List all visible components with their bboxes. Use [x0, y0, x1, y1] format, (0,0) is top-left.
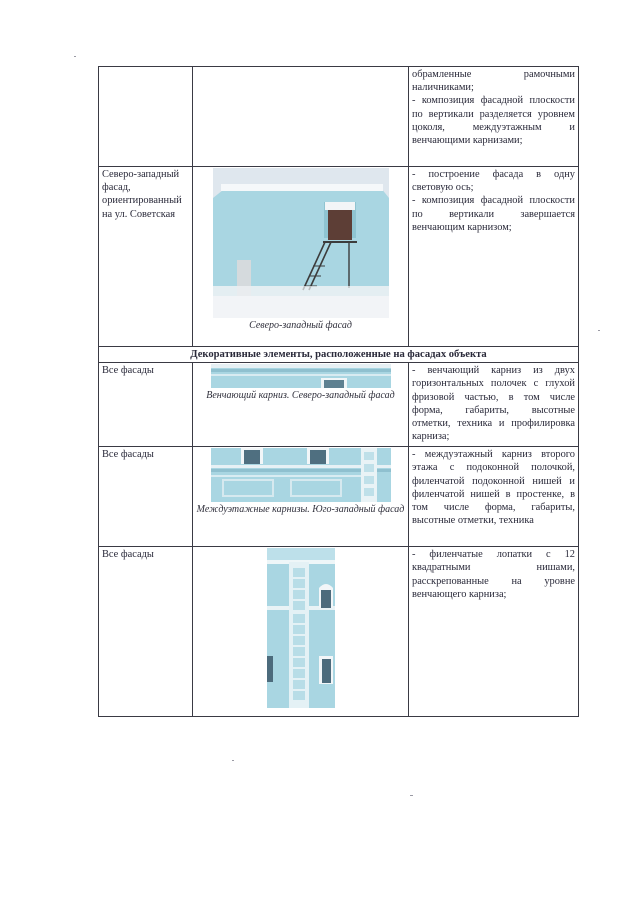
description-text: - построение фасада в одну световую ось; - композиция фасадной плоскости по вертикали завершается венчающим карнизом;	[412, 169, 575, 233]
photo-cell	[193, 167, 409, 347]
table-row	[99, 447, 579, 547]
photo-cell	[193, 547, 409, 717]
table-row	[99, 167, 579, 347]
photo-cell	[193, 363, 409, 447]
description-text: - филенчатые лопатки с 12 квадратными нишами, расскрепованные на уровне венчающего карниза;	[412, 549, 575, 600]
table-row	[99, 547, 579, 717]
scan-speck	[232, 760, 234, 761]
photo-caption: Северо-западный фасад	[249, 320, 352, 331]
interfloor-cornice-photo	[211, 448, 391, 502]
facade-name: Все фасады	[102, 449, 154, 461]
description-cell	[409, 167, 579, 347]
scan-speck	[74, 56, 76, 57]
facade-name: Все фасады	[102, 549, 154, 561]
crowning-cornice-photo	[211, 364, 391, 388]
table-cell	[99, 67, 193, 167]
facade-name-cell	[99, 547, 193, 717]
objects-table	[98, 66, 579, 717]
table-row	[99, 67, 579, 167]
photo-cell	[193, 447, 409, 547]
facade-name-cell	[99, 363, 193, 447]
description-cell	[409, 363, 579, 447]
description-text: - междуэтажный карниз второго этажа с подоконной полочкой, филенчатой подоконной нишей и филенчатой нишей в простенке, в том числе форма, габариты, высотные отметки, техника	[412, 449, 575, 527]
table-row	[99, 363, 579, 447]
facade-name: Все фасады	[102, 365, 154, 377]
pilaster-photo	[267, 548, 335, 708]
scan-speck	[410, 795, 413, 796]
section-title: Декоративные элементы, расположенные на фасадах объекта	[99, 347, 579, 363]
description-text: обрамленные рамочными наличниками; - композиция фасадной плоскости по вертикали разделяется уровнем цоколя, междуэтажным и венчающими карнизами;	[412, 69, 575, 147]
photo-caption: Междуэтажные карнизы. Юго-западный фасад	[196, 504, 405, 516]
table-cell	[193, 67, 409, 167]
facade-name-cell	[99, 167, 193, 347]
northwest-facade-photo	[213, 168, 389, 318]
facade-name-cell	[99, 447, 193, 547]
facade-name: Северо-западный фасад, ориентированный на ул. Советская	[102, 169, 182, 220]
description-text: - венчающий карниз из двух горизонтальных полочек с глухой фризовой частью, в том числе форма, габариты, высотные отметки, техника и профилировка карниза;	[412, 365, 575, 443]
description-cell	[409, 547, 579, 717]
section-header-row	[99, 347, 579, 363]
description-cell	[409, 447, 579, 547]
scan-speck	[598, 330, 600, 331]
description-cell	[409, 67, 579, 167]
photo-caption: Венчающий карниз. Северо-западный фасад	[206, 390, 395, 402]
